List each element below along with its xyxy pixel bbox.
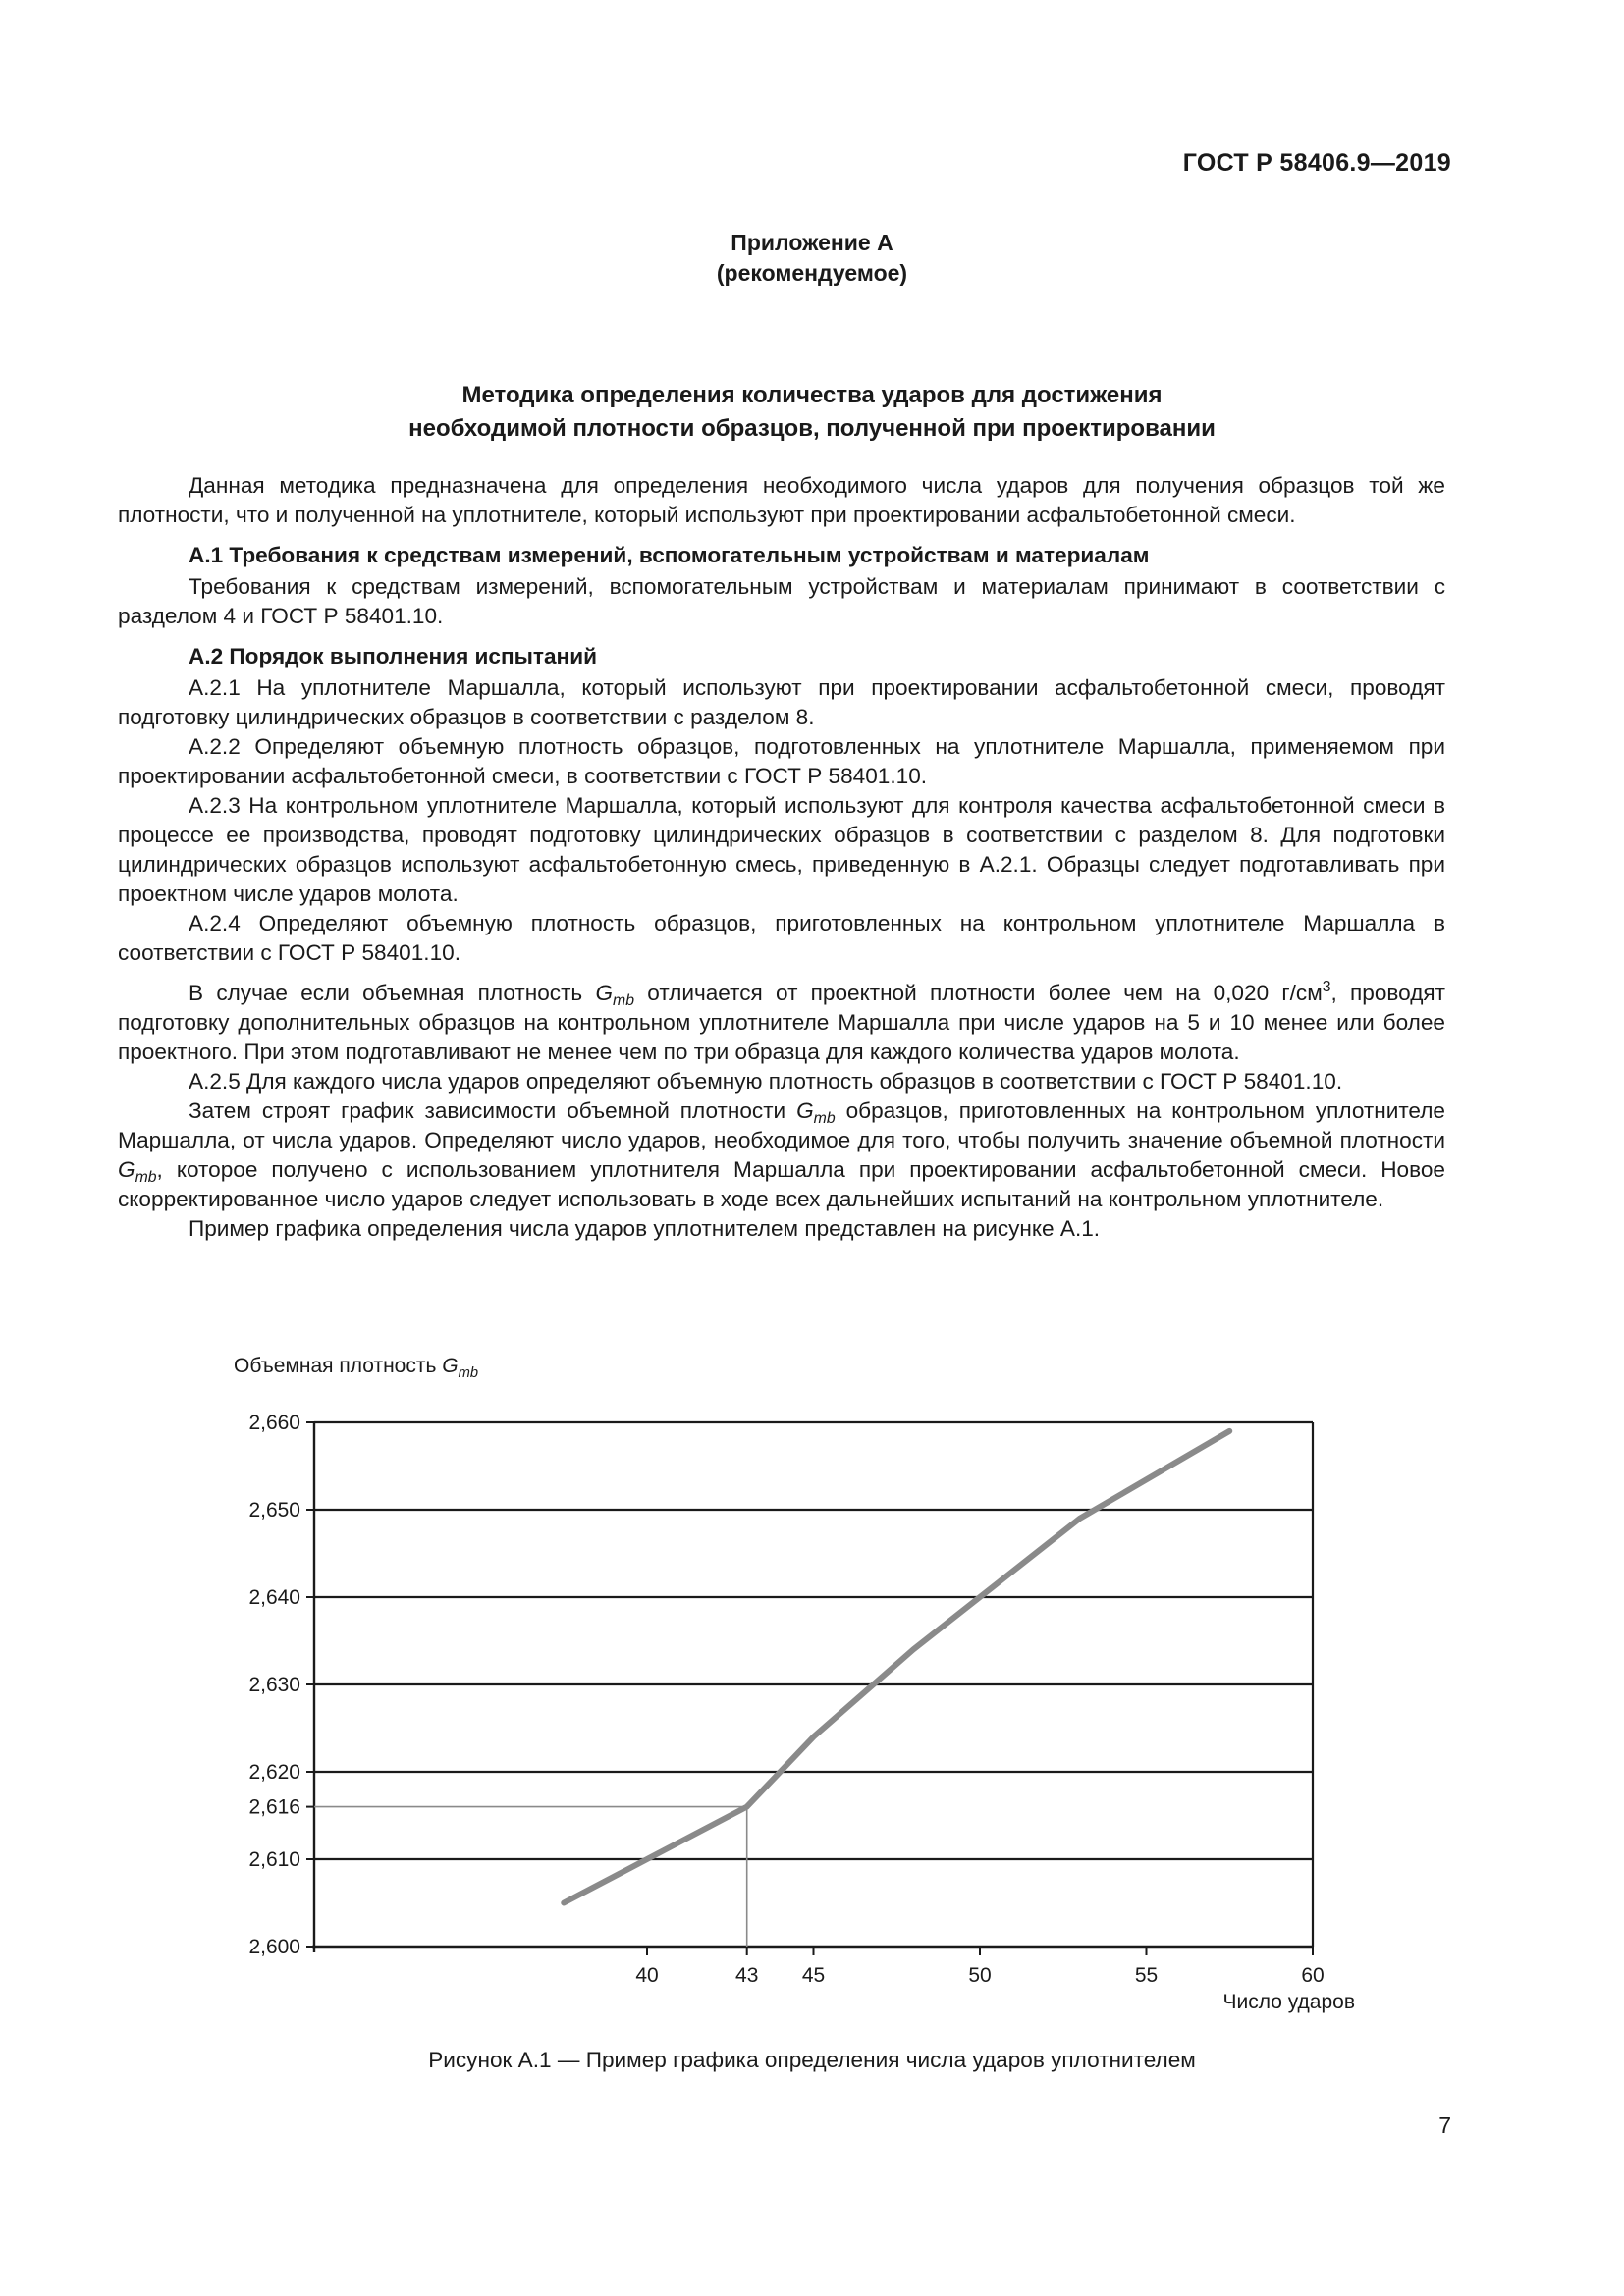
y-tick-label: 2,650 — [248, 1499, 300, 1522]
y-tick-label: 2,616 — [248, 1795, 300, 1819]
y-tick-label: 2,620 — [248, 1761, 300, 1784]
method-title-line2: необходимой плотности образцов, полученной при проектировании — [408, 415, 1216, 442]
section-a1-text: Требования к средствам измерений, вспомогательным устройствам и материалам принимают в соответствии с разделом 4 и ГОСТ Р 58401.10. — [118, 574, 1445, 628]
chart-plot — [196, 1355, 1375, 2022]
body-text — [118, 471, 1445, 1244]
y-tick-label: 2,640 — [248, 1586, 300, 1609]
clause-a22: А.2.2 Определяют объемную плотность образцов, подготовленных на уплотнителе Маршалла, применяемом при проектировании асфальтобетонной смеси, в соответствии с ГОСТ Р 58401.10. — [118, 734, 1445, 788]
appendix-status: (рекомендуемое) — [716, 260, 908, 286]
clause-a25: А.2.5 Для каждого числа ударов определяют объемную плотность образцов в соответствии с ГОСТ Р 58401.10. — [189, 1069, 1343, 1094]
blow-count-chart — [196, 1355, 1375, 2022]
graph-paragraph: Затем строят график зависимости объемной плотности $G_{mb}$ образцов, приготовленных на контрольном уплотнителе Маршалла, от числа ударов. Определяют число ударов, необходимое для того, чтобы получить значение объемной плотности $G_{mb}$, которое получено с использованием уплотнителя Маршалла при проектировании асфальтобетонной смеси. Новое скорректированное число ударов следует использовать в ходе всех дальнейших испытаний на контрольном уплотнителе. — [118, 1098, 1445, 1211]
method-title-line1: Методика определения количества ударов для достижения — [461, 382, 1163, 408]
section-a2-heading: А.2 Порядок выполнения испытаний — [189, 644, 597, 668]
x-tick-label: 43 — [735, 1964, 759, 1987]
y-tick-label: 2,630 — [248, 1674, 300, 1696]
clause-a23: А.2.3 На контрольном уплотнителе Маршалла, который используют для контроля качества асфальтобетонной смеси в процессе ее производства, проводят подготовку цилиндрических образцов в соответствии с разделом 8. Для подготовки цилиндрических образцов используют асфальтобетонную смесь, приведенную в А.2.1. Образцы следует подготавливать при проектном числе ударов молота. — [118, 793, 1445, 906]
intro-paragraph: Данная методика предназначена для определения необходимого числа ударов для получения образцов той же плотности, что и полученной на уплотнителе, который используют при проектировании асфальтобетонной смеси. — [118, 473, 1445, 527]
density-deviation-paragraph: В случае если объемная плотность $G_{mb}$ отличается от проектной плотности более чем на 0,020 $г/см^3$, проводят подготовку дополнительных образцов на контрольном уплотнителе Маршалла при числе ударов на 5 и 10 менее или более проектного. При этом подготавливают не менее чем по три образца для каждого количества ударов молота. — [118, 979, 1446, 1064]
section-a1-heading: А.1 Требования к средствам измерений, вспомогательным устройствам и материалам — [189, 543, 1150, 567]
x-tick-label: 45 — [801, 1964, 826, 1987]
x-tick-label: 60 — [1301, 1964, 1325, 1987]
y-tick-label: 2,660 — [248, 1412, 300, 1434]
density-curve — [564, 1431, 1229, 1903]
y-tick-label: 2,600 — [248, 1936, 300, 1958]
standard-number: ГОСТ Р 58406.9—2019 — [1182, 149, 1451, 177]
y-axis-title: Объемная плотность $G_{mb}$ — [234, 1355, 479, 1381]
clause-a24: А.2.4 Определяют объемную плотность образцов, приготовленных на контрольном уплотнителе Маршалла в соответствии с ГОСТ Р 58401.10. — [118, 911, 1445, 965]
page-number: 7 — [1438, 2112, 1451, 2138]
clause-a21: А.2.1 На уплотнителе Маршалла, который используют при проектировании асфальтобетонной смеси, проводят подготовку цилиндрических образцов в соответствии с разделом 8. — [118, 675, 1445, 729]
example-paragraph: Пример графика определения числа ударов уплотнителем представлен на рисунке А.1. — [189, 1216, 1101, 1241]
appendix-heading — [0, 228, 1624, 289]
method-title — [0, 379, 1624, 446]
appendix-title: Приложение А — [731, 230, 893, 255]
x-tick-label: 40 — [635, 1964, 659, 1987]
x-tick-label: 50 — [968, 1964, 992, 1987]
figure-caption: Рисунок А.1 — Пример графика определения числа ударов уплотнителем — [428, 2048, 1196, 2072]
x-tick-label: 55 — [1134, 1964, 1159, 1987]
y-tick-label: 2,610 — [248, 1848, 300, 1871]
x-axis-title: Число ударов — [1222, 1991, 1355, 2013]
